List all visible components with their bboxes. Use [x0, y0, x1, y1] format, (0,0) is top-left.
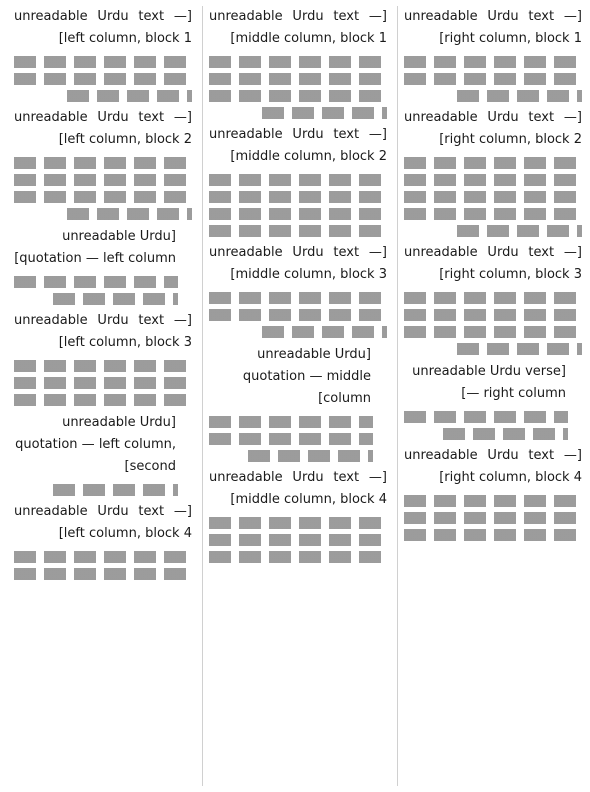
unreadable-text-lines [404, 309, 582, 321]
unreadable-text-lines [209, 208, 387, 220]
paragraph: [unreadable Urdu text — left column, block 2] [14, 110, 192, 147]
unreadable-text-lines [404, 326, 582, 338]
unreadable-text-lines [14, 56, 192, 68]
unreadable-text-lines [404, 56, 582, 68]
unreadable-text-lines [14, 568, 192, 580]
paragraph: [unreadable Urdu text — left column, block 4] [14, 504, 192, 541]
unreadable-text-lines [209, 416, 373, 428]
paragraph: [unreadable Urdu text — middle column, block 1] [209, 9, 387, 46]
unreadable-text-lines [404, 157, 582, 169]
unreadable-text-lines [404, 495, 582, 507]
unreadable-text-lines [14, 394, 192, 406]
unreadable-text-lines [53, 484, 178, 496]
text-column-left [8, 6, 192, 786]
unreadable-text-lines [262, 326, 387, 338]
unreadable-text-lines [14, 377, 192, 389]
unreadable-text-lines [209, 551, 387, 563]
unreadable-text-lines [209, 73, 387, 85]
paragraph: [unreadable Urdu text — right column, block 1] [404, 9, 582, 46]
quoted-verse: [unreadable Urdu verse — right column] [412, 364, 566, 401]
unreadable-text-lines [457, 90, 582, 102]
unreadable-text-lines [14, 73, 192, 85]
unreadable-text-lines [14, 551, 192, 563]
unreadable-text-lines [209, 433, 373, 445]
unreadable-text-lines [443, 428, 568, 440]
unreadable-text-lines [248, 450, 373, 462]
unreadable-text-lines [14, 157, 192, 169]
paragraph: [unreadable Urdu text — left column, block 3] [14, 313, 192, 350]
unreadable-text-lines [404, 411, 568, 423]
unreadable-text-lines [53, 293, 178, 305]
quoted-passage: [unreadable Urdu quotation — middle column] [242, 347, 371, 406]
paragraph: [unreadable Urdu text — middle column, block 3] [209, 245, 387, 282]
unreadable-text-lines [209, 174, 387, 186]
unreadable-text-lines [209, 90, 387, 102]
column-layout [8, 6, 582, 786]
unreadable-text-lines [404, 73, 582, 85]
paragraph: [unreadable Urdu text — middle column, block 2] [209, 127, 387, 164]
unreadable-text-lines [404, 529, 582, 541]
quoted-passage: [unreadable Urdu quotation — left column] [14, 229, 176, 266]
unreadable-text-lines [209, 534, 387, 546]
text-column-right [397, 6, 582, 786]
unreadable-text-lines [209, 292, 387, 304]
unreadable-text-lines [209, 191, 387, 203]
paragraph: [unreadable Urdu text — right column, block 3] [404, 245, 582, 282]
unreadable-text-lines [209, 517, 387, 529]
paragraph: [unreadable Urdu text — left column, block 1] [14, 9, 192, 46]
unreadable-text-lines [67, 208, 192, 220]
unreadable-text-lines [404, 191, 582, 203]
unreadable-text-lines [14, 174, 192, 186]
unreadable-text-lines [67, 90, 192, 102]
unreadable-text-lines [404, 174, 582, 186]
unreadable-text-lines [404, 208, 582, 220]
unreadable-text-lines [14, 276, 178, 288]
quoted-passage: [unreadable Urdu quotation — left column, second] [15, 415, 176, 474]
unreadable-text-lines [404, 292, 582, 304]
unreadable-text-lines [457, 225, 582, 237]
paragraph: [unreadable Urdu text — middle column, block 4] [209, 470, 387, 507]
paragraph: [unreadable Urdu text — right column, block 2] [404, 110, 582, 147]
unreadable-text-lines [404, 512, 582, 524]
unreadable-text-lines [457, 343, 582, 355]
unreadable-text-lines [209, 56, 387, 68]
unreadable-text-lines [14, 360, 192, 372]
text-column-middle [202, 6, 387, 786]
unreadable-text-lines [14, 191, 192, 203]
unreadable-text-lines [262, 107, 387, 119]
unreadable-text-lines [209, 225, 387, 237]
unreadable-text-lines [209, 309, 387, 321]
paragraph: [unreadable Urdu text — right column, block 4] [404, 448, 582, 485]
